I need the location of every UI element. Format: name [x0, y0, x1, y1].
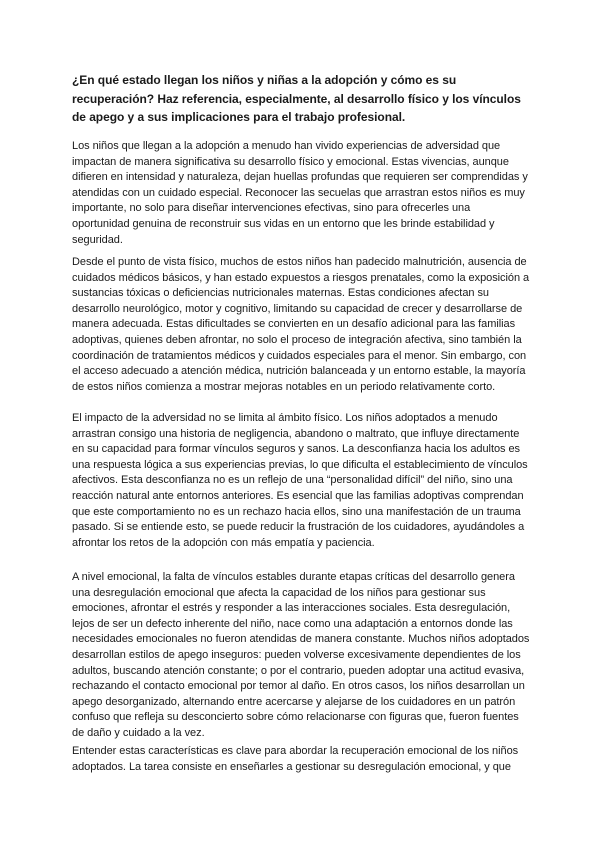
- paragraph-introduction: Los niños que llegan a la adopción a menudo han vivido experiencias de adversidad que impactan de manera significativa su desarrollo físico y emocional. Estas vivencias, aunque difieren en intensidad y naturaleza, dejan huellas profundas que requieren ser comprendidas y atendidas con un cuidado especial. Reconocer las secuelas que arrastran estos niños es muy importante, no solo para diseñar intervenciones efectivas, sino para ofrecerles una oportunidad genuina de reconstruir sus vidas en un entorno que les brinde estabilidad y seguridad.: [72, 140, 528, 246]
- document-heading: ¿En qué estado llegan los niños y niñas a la adopción y cómo es su recuperación? Haz referencia, especialmente, al desarrollo físico y los vínculos de apego y a sus implicaciones para el trabajo profesional.: [72, 73, 521, 125]
- paragraph-recovery: Entender estas características es clave para abordar la recuperación emocional de los niños adoptados. La tarea consiste en enseñarles a gestionar su desregulación emocional, y que: [72, 745, 519, 773]
- paragraph-adversity-impact: El impacto de la adversidad no se limita al ámbito físico. Los niños adoptados a menudo arrastran consigo una historia de negligencia, abandono o maltrato, que influye directamente en su capacidad para formar vínculos seguros y sanos. La desconfianza hacia los adultos es una respuesta lógica a sus experiencias previas, lo que dificulta el establecimiento de vínculos afectivos. Esta desconfianza no es un reflejo de una “personalidad difícil” del niño, sino una reacción natural ante entornos anteriores. Es esencial que las familias adoptivas comprendan que este comportamiento no es un rechazo hacia ellos, sino una manifestación de un trauma pasado. Si se entiende esto, se puede reducir la frustración de los cuidadores, ayudándoles a afrontar los retos de la adopción con más empatía y paciencia.: [72, 412, 528, 549]
- paragraph-emotional-attachment: A nivel emocional, la falta de vínculos estables durante etapas críticas del desarrollo genera una desregulación emocional que afecta la capacidad de los niños para gestionar sus emociones, afrontar el estrés y responder a las interacciones sociales. Esta desregulación, lejos de ser un defecto inherente del niño, nace como una adaptación a entornos donde las necesidades emocionales no fueron atendidas de manera constante. Muchos niños adoptados desarrollan estilos de apego inseguros: pueden volverse excesivamente dependientes de los adultos, buscando atención constante; o por el contrario, pueden adoptar una actitud evasiva, rechazando el contacto emocional por temor al daño. En otros casos, los niños desarrollan un apego desorganizado, alternando entre acercarse y alejarse de los cuidadores en un patrón confuso que refleja su desconcierto sobre cómo relacionarse con figuras que, fueron fuentes de daño y cuidado a la vez.: [72, 571, 530, 739]
- paragraph-physical-development: Desde el punto de vista físico, muchos de estos niños han padecido malnutrición, ausencia de cuidados médicos básicos, y han estado expuestos a riesgos prenatales, como la exposición a sustancias tóxicas o deficiencias nutricionales maternas. Estas condiciones afectan su desarrollo neurológico, motor y cognitivo, limitando su capacidad de crecer y desarrollarse de manera adecuada. Estas dificultades se convierten en un desafío adicional para las familias adoptivas, quienes deben afrontar, no solo el proceso de integración afectiva, sino también la coordinación de tratamientos médicos y cuidados especiales para el menor. Sin embargo, con el acceso adecuado a atención médica, nutrición balanceada y un entorno estable, la mayoría de estos niños comienza a mostrar mejoras notables en un periodo relativamente corto.: [72, 256, 530, 393]
- document-page: [72, 0, 532, 848]
